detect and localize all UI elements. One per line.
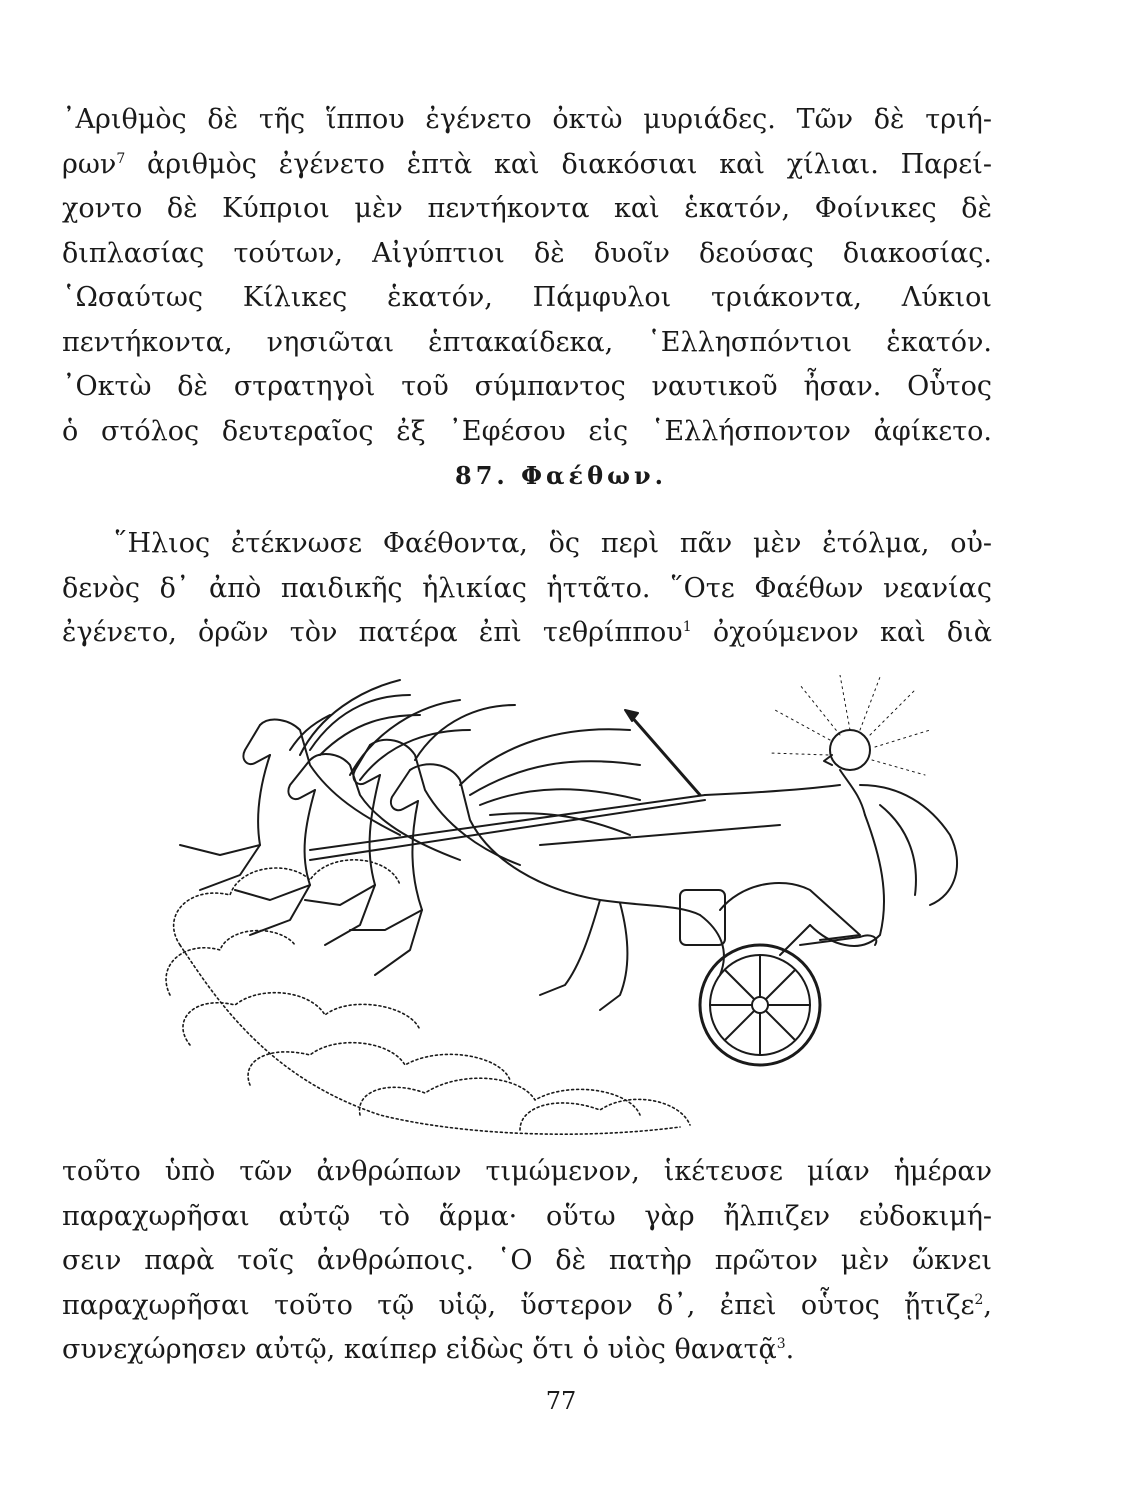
text-line: ᾿Αριθμὸς δὲ τῆς ἵππου ἐγένετο ὀκτὼ μυριάδες. Τῶν δὲ τριή- [62,104,992,135]
text-line [62,1284,992,1329]
text-segment: συνεχώρησεν αὐτῷ, καίπερ εἰδὼς ὅτι ὁ υἱὸς θανατᾷ [62,1334,777,1365]
text-segment: ρων [62,148,117,180]
text-line: τοῦτο ὑπὸ τῶν ἀνθρώπων τιμώμενον, ἱκέτευσε μίαν ἡμέραν [62,1156,992,1187]
text-line [62,187,992,232]
paragraph-bottom [62,1150,992,1373]
winged-horse-icon [350,729,724,1010]
text-line: ῞Ηλιος ἐτέκνωσε Φαέθοντα, ὃς περὶ πᾶν μὲν ἐτόλμα, οὐ- [114,528,992,559]
text-segment: ἀριθμὸς ἐγένετο ἑπτὰ καὶ διακόσιαι καὶ χίλιαι. Παρεί- [125,148,992,180]
chariot-of-helios-illustration [160,675,1020,1145]
text-line: πεντήκοντα, νησιῶται ἑπτακαίδεκα, ῾Ελλησπόντιοι ἑκατόν. [62,326,992,358]
text-line: παραχωρῆσαι αὐτῷ τὸ ἅρμα· οὕτω γὰρ ἤλπιζεν εὐδοκιμή- [62,1200,992,1232]
text-segment: ἐγένετο, ὁρῶν τὸν πατέρα ἐπὶ τεθρίππου [62,617,683,648]
text-segment: , [983,1289,992,1321]
text-line: σειν παρὰ τοῖς ἀνθρώποις. ῾Ο δὲ πατὴρ πρῶτον μὲν ὤκνει [62,1245,992,1276]
sun-rays-icon [770,675,930,775]
chariot-icon [680,883,876,1065]
reins-icon [310,710,780,860]
paragraph-top [62,98,992,454]
text-line [62,611,992,656]
text-line: ὁ στόλος δευτεραῖος ἐξ ᾿Εφέσου εἰς ῾Ελλήσποντον ἀφίκετο. [62,415,992,447]
section-number: 87. [455,461,509,490]
footnote-marker: 1 [682,619,692,635]
section-heading [0,456,1122,496]
text-line: ῾Ωσαύτως Κίλικες ἑκατόν, Πάμφυλοι τριάκοντα, Λύκιοι [62,282,992,313]
footnote-marker: 2 [974,1291,984,1308]
text-line: διπλασίας τούτων, Αἰγύπτιοι δὲ δυοῖν δεούσας διακοσίας. [62,237,992,269]
text-line [62,143,992,188]
footnote-marker: 7 [116,150,126,167]
text-line: ᾿Οκτὼ δὲ στρατηγοὶ τοῦ σύμπαντος ναυτικοῦ ἦσαν. Οὗτος [62,371,992,402]
paragraph-middle [62,522,992,656]
text-segment: ὀχούμενον καὶ διὰ [691,617,992,648]
text-segment: δὲ Κύπριοι μὲν πεντήκοντα καὶ ἑκατόν, Φοίνικες δὲ [166,193,992,224]
text-segment: . [785,1334,795,1365]
text-segment: χοντο [62,193,167,224]
section-title: Φαέθων. [521,461,667,490]
page-number: 77 [545,1387,577,1415]
text-line [62,1328,992,1373]
winged-horse-icon [180,680,420,890]
text-line: δενὸς δ᾿ ἀπὸ παιδικῆς ἡλικίας ἡττᾶτο. ῞Οτε Φαέθων νεανίας [62,572,992,604]
text-segment: παραχωρῆσαι τοῦτο τῷ υἱῷ, ὕστερον δ᾿, ἐπεὶ οὗτος ᾔτιζε [62,1289,975,1321]
helios-figure [705,730,957,955]
footnote-marker: 3 [776,1336,786,1352]
